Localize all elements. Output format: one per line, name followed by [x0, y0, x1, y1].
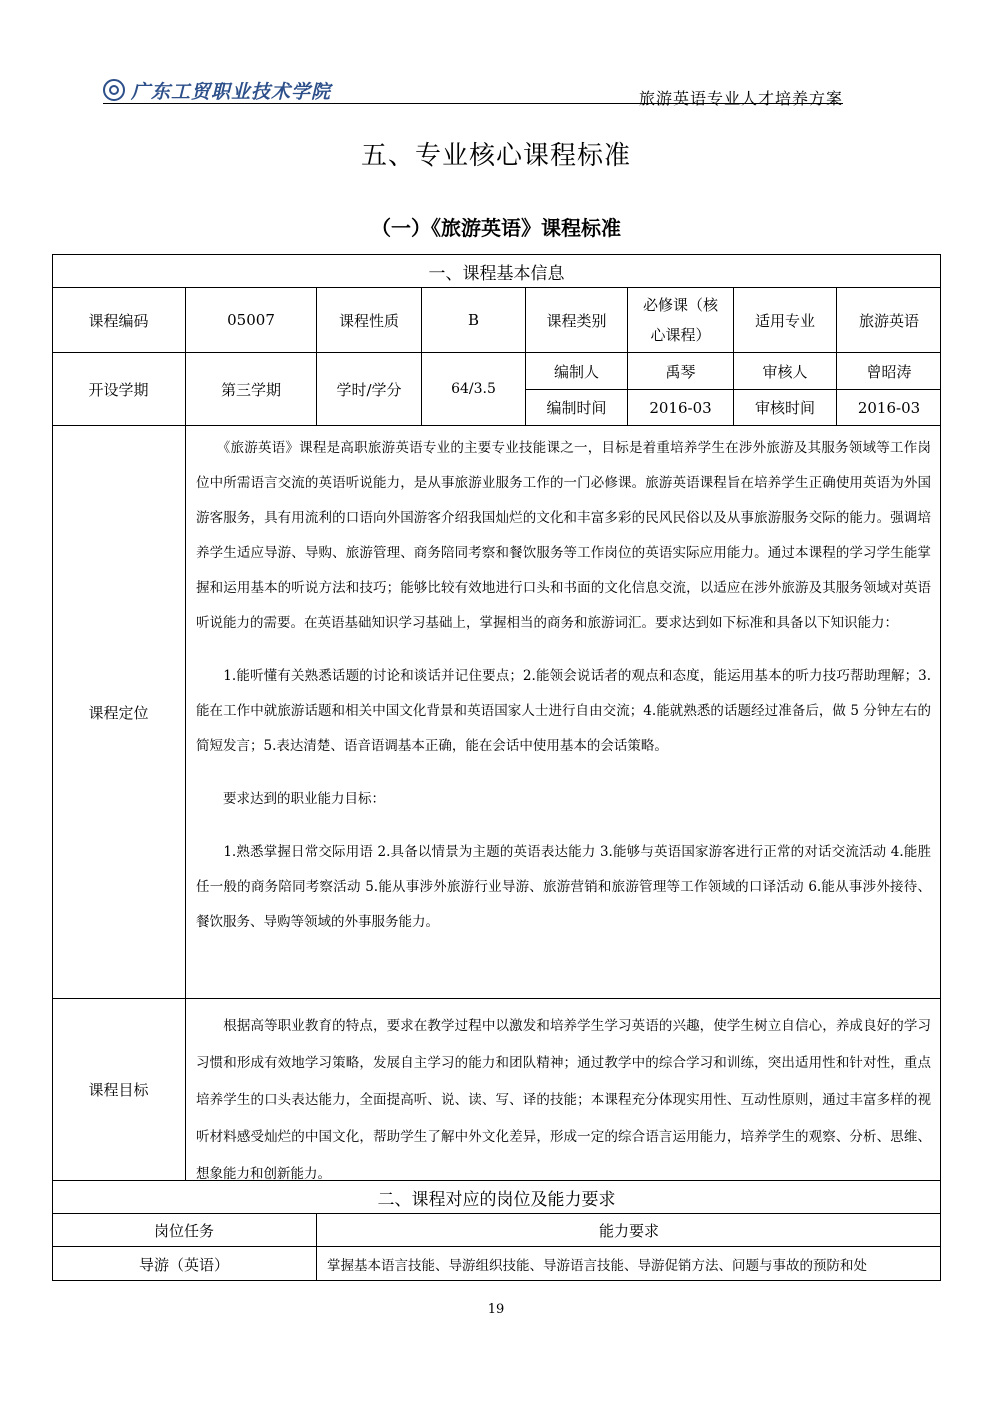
term-label: 开设学期: [88, 380, 149, 399]
job-task-header: 岗位任务: [153, 1221, 214, 1240]
positioning-paragraph-1: 《旅游英语》课程是高职旅游英语专业的主要专业技能课之一，目标是着重培养学生在涉外旅游及其服务领域等工作岗位中所需语言交流的英语听说能力，是从事旅游业服务工作的一门必修课。旅游英语课程旨在培养学生正确使用英语为外国游客服务，具有用流利的口语向外国游客介绍我国灿烂的文化和丰富多彩的民风民俗以及从事旅游服务交际的能力。强调培养学生适应导游、导购、旅游管理、商务陪同考察和餐饮服务等工作岗位的英语实际应用能力。通过本课程的学习学生能掌握和运用基本的听说方法和技巧；能够比较有效地进行口头和书面的文化信息交流，以适应在涉外旅游及其服务领域对英语听说能力的需要。在英语基础知识学习基础上，掌握相当的商务和旅游词汇。要求达到如下标准和具备以下知识能力：: [196, 440, 931, 631]
part2-heading: 二、课程对应的岗位及能力要求: [377, 1189, 616, 1210]
positioning-paragraph-4: 1.熟悉掌握日常交际用语 2.具备以情景为主题的英语表达能力 3.能够与英语国家游客进行正常的对话交流活动 4.能胜任一般的商务陪同考察活动 5.能从事涉外旅游行业导游、旅游营销和旅游管理等工作领域的口译活动 6.能从事涉外接待、餐饮服务、导购等领域的外事服务能力。: [196, 844, 931, 930]
subsection-title: （一）《旅游英语》课程标准: [371, 216, 621, 240]
job-task-cell: 导游（英语）: [138, 1255, 229, 1274]
editor-label: 编制人: [553, 362, 599, 381]
school-emblem-icon: [103, 79, 125, 101]
hours: 64/3.5: [451, 381, 496, 397]
document-title: 旅游英语专业人才培养方案: [638, 89, 843, 108]
school-logo: [103, 76, 331, 104]
course-objective-label: 课程目标: [88, 1081, 149, 1099]
edit-time-label: 编制时间: [546, 399, 607, 417]
positioning-paragraph-3: 要求达到的职业能力目标：: [196, 791, 385, 807]
reviewer-label: 审核人: [762, 362, 808, 381]
course-category-line1: 必修课（核: [642, 296, 718, 314]
course-category-label: 课程类别: [546, 311, 607, 330]
edit-time: 2016-03: [649, 398, 712, 417]
course-category-line2: 心课程）: [650, 326, 711, 344]
page-number: 19: [487, 1302, 505, 1317]
course-code-label: 课程编码: [88, 311, 149, 330]
course-positioning-label: 课程定位: [88, 703, 149, 722]
part1-heading: 一、课程基本信息: [428, 263, 565, 284]
review-time-label: 审核时间: [754, 399, 815, 417]
header-divider: [103, 103, 843, 104]
course-positioning-text: [196, 431, 931, 940]
reviewer: 曾昭涛: [866, 362, 912, 381]
section-title: 五、专业核心课程标准: [360, 141, 631, 171]
applicable-major-label: 适用专业: [754, 311, 815, 330]
objective-paragraph-1: 根据高等职业教育的特点，要求在教学过程中以激发和培养学生学习英语的兴趣，使学生树立自信心，养成良好的学习习惯和形成有效地学习策略，发展自主学习的能力和团队精神；通过教学中的综合学习和训练，突出适用性和针对性，重点培养学生的口头表达能力，全面提高听、说、读、写、译的技能；本课程充分体现实用性、互动性原则，通过丰富多样的视听材料感受灿烂的中国文化，帮助学生了解中外文化差异，形成一定的综合语言运用能力，培养学生的观察、分析、思维、想象能力和创新能力。: [196, 1018, 931, 1182]
ability-requirement-header: 能力要求: [598, 1221, 659, 1240]
course-category: [628, 288, 733, 352]
applicable-major: 旅游英语: [858, 311, 919, 330]
review-time: 2016-03: [857, 398, 921, 417]
course-nature: B: [467, 311, 480, 329]
school-name: 广东工贸职业技术学院: [131, 80, 332, 103]
course-code: 05007: [227, 311, 275, 329]
editor: 禹琴: [665, 362, 696, 381]
ability-requirement-cell: 掌握基本语言技能、导游组织技能、导游语言技能、导游促销方法、问题与事故的预防和处: [327, 1258, 867, 1274]
course-nature-label: 课程性质: [338, 311, 399, 330]
term: 第三学期: [220, 380, 281, 399]
hours-label: 学时/学分: [336, 380, 402, 399]
positioning-paragraph-2: 1.能听懂有关熟悉话题的讨论和谈话并记住要点；2.能领会说话者的观点和态度，能运用基本的听力技巧帮助理解；3.能在工作中就旅游话题和相关中国文化背景和英语国家人士进行自由交流；4.能就熟悉的话题经过准备后，做 5 分钟左右的简短发言；5.表达清楚、语音语调基本正确，能在会话中使用基本的会话策略。: [196, 668, 931, 754]
course-objective-text: [196, 1008, 931, 1193]
